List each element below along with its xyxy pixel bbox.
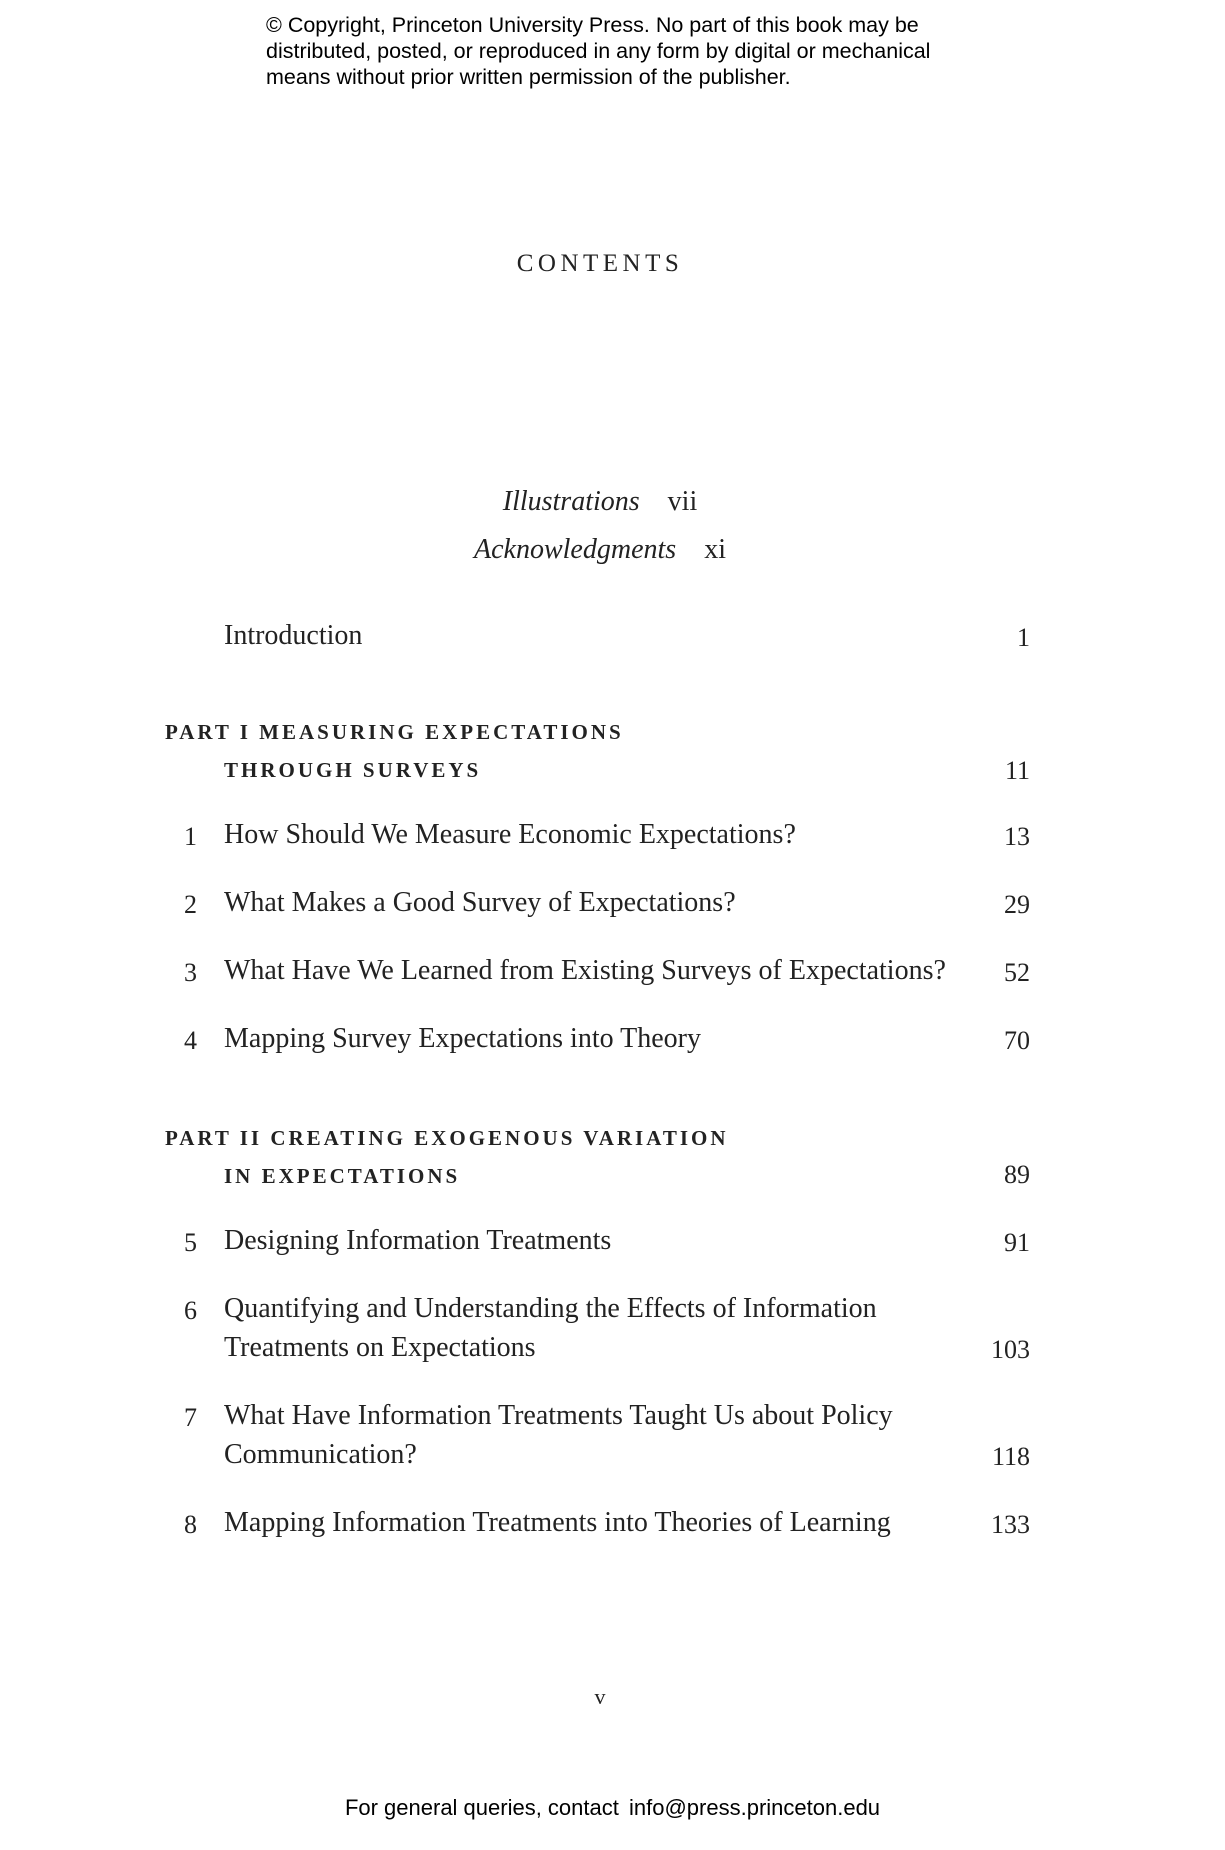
chapter-number: 1 [184, 822, 197, 851]
chapter-page: 133 [991, 1510, 1030, 1539]
chapter-title-line-2: Treatments on Expectations [224, 1332, 536, 1363]
chapter-page: 118 [991, 1442, 1030, 1471]
page-title: CONTENTS [516, 250, 684, 277]
chapter-number: 6 [184, 1296, 197, 1325]
copyright-line: distributed, posted, or reproduced in any form by digital or mechanical [266, 39, 931, 63]
front-matter-item-acknowledgments[interactable] [0, 534, 1200, 566]
footer [0, 1795, 1225, 1821]
part-heading-continued: IN EXPECTATIONS [224, 1164, 461, 1188]
chapter-page: 52 [1004, 958, 1030, 987]
chapter-page: 70 [1004, 1026, 1030, 1055]
toc-entry-title: Introduction [224, 620, 363, 651]
copyright-line: © Copyright, Princeton University Press. No part of this book may be [266, 13, 919, 37]
footer-text: For general queries, contact [344, 1795, 619, 1820]
copyright-notice [266, 12, 986, 90]
front-matter-page: vii [667, 486, 698, 517]
chapter-number: 4 [184, 1026, 197, 1055]
part-heading: PART II CREATING EXOGENOUS VARIATION [165, 1126, 729, 1150]
chapter-page: 91 [1004, 1228, 1030, 1257]
chapter-number: 2 [184, 890, 197, 919]
front-matter-title: Illustrations [502, 486, 640, 517]
chapter-title: Mapping Information Treatments into Theories of Learning [224, 1507, 891, 1538]
chapter-page: 13 [1004, 822, 1030, 851]
chapter-number: 8 [184, 1510, 197, 1539]
chapter-title: What Makes a Good Survey of Expectations? [224, 887, 736, 918]
part-page: 11 [1004, 756, 1030, 785]
part-page: 89 [1004, 1160, 1030, 1189]
chapter-title-line-1: What Have Information Treatments Taught Us about Policy [224, 1400, 893, 1431]
part-heading-continued: THROUGH SURVEYS [224, 758, 482, 782]
chapter-title: Mapping Survey Expectations into Theory [224, 1023, 701, 1054]
footer-email-link[interactable]: info@press.princeton.edu [629, 1795, 881, 1820]
chapter-number: 7 [184, 1403, 197, 1432]
toc-entry-page: 1 [1017, 623, 1030, 652]
chapter-number: 5 [184, 1228, 197, 1257]
page-number: v [594, 1684, 606, 1709]
front-matter-title: Acknowledgments [474, 534, 677, 565]
front-matter-page: xi [704, 534, 726, 565]
chapter-title-line-2: Communication? [224, 1439, 417, 1470]
part-heading: PART I MEASURING EXPECTATIONS [165, 720, 624, 744]
chapter-title: What Have We Learned from Existing Surveys of Expectations? [224, 955, 946, 986]
chapter-title: How Should We Measure Economic Expectations? [224, 819, 796, 850]
chapter-page: 103 [991, 1335, 1030, 1364]
chapter-title-line-1: Quantifying and Understanding the Effects of Information [224, 1293, 877, 1324]
chapter-page: 29 [1004, 890, 1030, 919]
chapter-number: 3 [184, 958, 197, 987]
copyright-line: means without prior written permission of the publisher. [266, 65, 791, 89]
front-matter-item-illustrations[interactable] [0, 486, 1200, 518]
chapter-title: Designing Information Treatments [224, 1225, 612, 1256]
